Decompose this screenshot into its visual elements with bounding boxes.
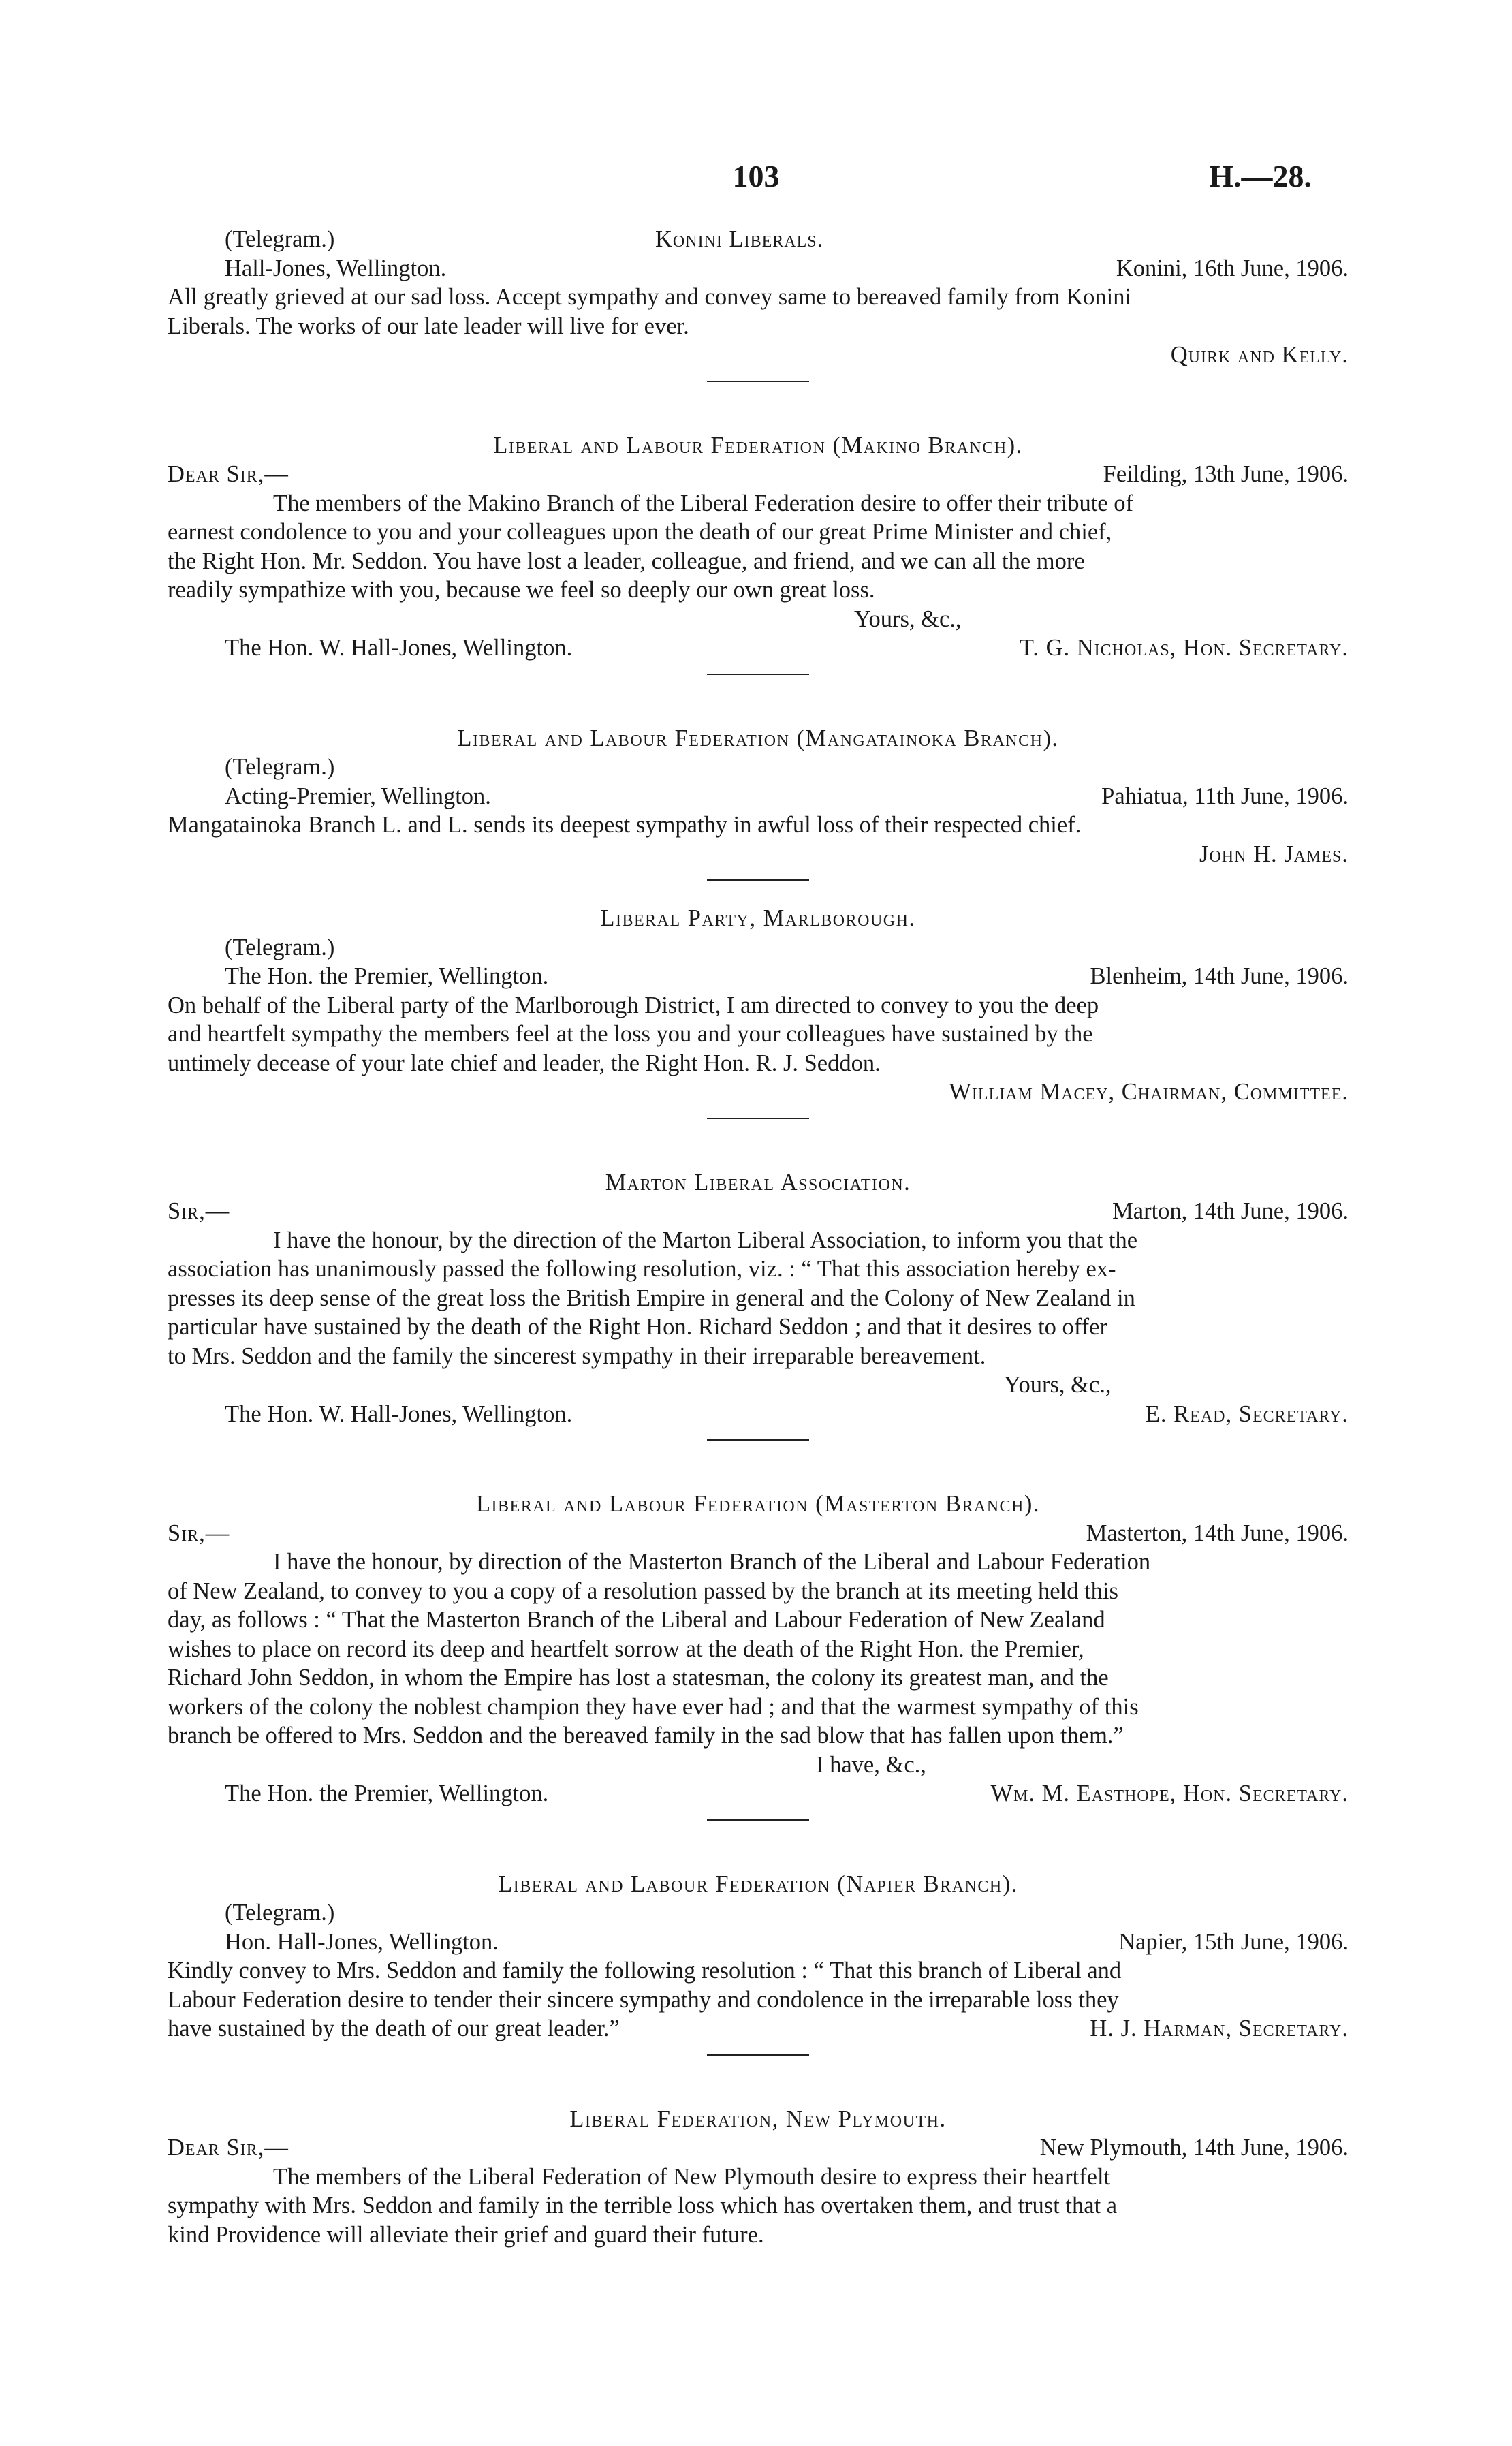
- body-line: Mangatainoka Branch L. and L. sends its deepest sympathy in awful loss of their respected chief.: [168, 812, 1082, 838]
- recipient: Hall-Jones, Wellington.: [225, 255, 447, 281]
- recipient: The Hon. W. Hall-Jones, Wellington.: [225, 1400, 573, 1427]
- letter-heading: Marton Liberal Association.: [605, 1169, 911, 1195]
- body-line: wishes to place on record its deep and heartfelt sorrow at the death of the Right Hon. the Premier,: [168, 1635, 1084, 1662]
- letter-heading: Konini Liberals.: [655, 226, 824, 252]
- place-date: Feilding, 13th June, 1906.: [1103, 461, 1349, 487]
- signatory: William Macey, Chairman, Committee.: [949, 1079, 1349, 1105]
- body-line: have sustained by the death of our great leader.”: [168, 2016, 620, 2041]
- recipient: The Hon. the Premier, Wellington.: [225, 1781, 549, 1806]
- body-line: association has unanimously passed the following resolution, viz. : “ That this association hereby ex-: [168, 1256, 1116, 1282]
- document-reference: H.—28.: [1209, 159, 1312, 193]
- telegram-label: (Telegram.): [225, 1900, 335, 1926]
- letter-makino: [168, 431, 1349, 663]
- closing: I have, &c.,: [816, 1751, 926, 1778]
- salutation: Dear Sir,—: [168, 461, 289, 487]
- body-line: untimely decease of your late chief and leader, the Right Hon. R. J. Seddon.: [168, 1050, 881, 1076]
- place-date: Konini, 16th June, 1906.: [1116, 255, 1349, 281]
- signatory: Quirk and Kelly.: [1170, 342, 1349, 368]
- section-divider: [707, 381, 809, 382]
- telegram-label: (Telegram.): [225, 934, 335, 960]
- body-line: I have the honour, by direction of the Masterton Branch of the Liberal and Labour Federation: [273, 1549, 1151, 1575]
- salutation: Dear Sir,—: [168, 2135, 289, 2161]
- place-date: Masterton, 14th June, 1906.: [1086, 1520, 1349, 1546]
- signatory: H. J. Harman, Secretary.: [1090, 2016, 1349, 2041]
- body-line: particular have sustained by the death of the Right Hon. Richard Seddon ; and that it desires to offer: [168, 1314, 1107, 1340]
- body-line: of New Zealand, to convey to you a copy of a resolution passed by the branch at its meeting held this: [168, 1578, 1118, 1604]
- letter-marlborough: [168, 904, 1349, 1107]
- letter-new-plymouth: [168, 2105, 1349, 2250]
- body-line: Kindly convey to Mrs. Seddon and family the following resolution : “ That this branch of Liberal and: [168, 1958, 1122, 1984]
- body-line: and heartfelt sympathy the members feel at the loss you and your colleagues have sustained by the: [168, 1021, 1093, 1047]
- page-body: [168, 225, 1349, 2249]
- body-line: The members of the Liberal Federation of New Plymouth desire to express their heartfelt: [273, 2163, 1111, 2190]
- body-line: sympathy with Mrs. Seddon and family in the terrible loss which has overtaken them, and trust that a: [168, 2193, 1118, 2218]
- letter-heading: Liberal and Labour Federation (Napier Branch).: [498, 1870, 1018, 1897]
- salutation: Sir,—: [168, 1198, 230, 1224]
- body-line: The members of the Makino Branch of the Liberal Federation desire to offer their tribute of: [273, 490, 1133, 516]
- place-date: Blenheim, 14th June, 1906.: [1090, 963, 1349, 989]
- signatory: John H. James.: [1199, 841, 1349, 867]
- signatory: E. Read, Secretary.: [1145, 1400, 1349, 1427]
- body-line: readily sympathize with you, because we feel so deeply our own great loss.: [168, 577, 875, 603]
- body-line: On behalf of the Liberal party of the Marlborough District, I am directed to convey to you the deep: [168, 992, 1099, 1018]
- letter-mangatainoka: [168, 724, 1349, 869]
- body-line: earnest condolence to you and your colleagues upon the death of our great Prime Minister and chief,: [168, 519, 1112, 545]
- body-line: the Right Hon. Mr. Seddon. You have lost a leader, colleague, and friend, and we can all the more: [168, 548, 1085, 574]
- body-line: Labour Federation desire to tender their sincere sympathy and condolence in the irreparable loss they: [168, 1986, 1119, 2013]
- telegram-label: (Telegram.): [225, 754, 335, 780]
- body-line: workers of the colony the noblest champion they have ever had ; and that the warmest sympathy of this: [168, 1693, 1139, 1720]
- letter-heading: Liberal Party, Marlborough.: [600, 905, 916, 931]
- section-divider: [707, 2054, 809, 2056]
- letter-marton: [168, 1168, 1349, 1429]
- place-date: New Plymouth, 14th June, 1906.: [1039, 2135, 1349, 2161]
- signatory: Wm. M. Easthope, Hon. Secretary.: [990, 1781, 1349, 1806]
- telegram-label: (Telegram.): [225, 226, 335, 252]
- recipient: Acting-Premier, Wellington.: [225, 783, 491, 809]
- letter-heading: Liberal and Labour Federation (Mangatainoka Branch).: [457, 725, 1059, 751]
- recipient: Hon. Hall-Jones, Wellington.: [225, 1928, 499, 1955]
- letter-heading: Liberal and Labour Federation (Masterton Branch).: [475, 1491, 1041, 1517]
- letter-masterton: [168, 1490, 1349, 1808]
- page-number: 103: [732, 159, 780, 193]
- body-line: to Mrs. Seddon and the family the sincerest sympathy in their irreparable bereavement.: [168, 1343, 986, 1369]
- page-header: [0, 158, 1512, 199]
- place-date: Marton, 14th June, 1906.: [1112, 1198, 1349, 1224]
- body-line: branch be offered to Mrs. Seddon and the bereaved family in the sad blow that has fallen upon them.”: [168, 1723, 1124, 1749]
- section-divider: [707, 674, 809, 675]
- letter-konini: [168, 225, 1349, 370]
- closing: Yours, &c.,: [854, 606, 962, 632]
- place-date: Pahiatua, 11th June, 1906.: [1101, 783, 1349, 809]
- body-line: Richard John Seddon, in whom the Empire has lost a statesman, the colony its greatest man, and the: [168, 1665, 1109, 1691]
- section-divider: [707, 1819, 809, 1821]
- body-line: All greatly grieved at our sad loss. Accept sympathy and convey same to bereaved family from Konini: [168, 284, 1132, 310]
- section-divider: [707, 1118, 809, 1119]
- section-divider: [707, 879, 809, 881]
- section-divider: [707, 1439, 809, 1441]
- place-date: Napier, 15th June, 1906.: [1118, 1928, 1349, 1955]
- body-line: kind Providence will alleviate their grief and guard their future.: [168, 2221, 764, 2248]
- signatory: T. G. Nicholas, Hon. Secretary.: [1019, 635, 1349, 661]
- body-line: day, as follows : “ That the Masterton Branch of the Liberal and Labour Federation of New Zealand: [168, 1607, 1105, 1633]
- recipient: The Hon. W. Hall-Jones, Wellington.: [225, 635, 573, 661]
- closing: Yours, &c.,: [1004, 1372, 1112, 1398]
- salutation: Sir,—: [168, 1520, 230, 1546]
- recipient: The Hon. the Premier, Wellington.: [225, 963, 549, 989]
- letter-heading: Liberal and Labour Federation (Makino Branch).: [493, 432, 1023, 458]
- body-line: I have the honour, by the direction of the Marton Liberal Association, to inform you that the: [273, 1227, 1138, 1253]
- letter-napier: [168, 1870, 1349, 2043]
- body-line: presses its deep sense of the great loss the British Empire in general and the Colony of New Zealand in: [168, 1285, 1135, 1311]
- body-line: Liberals. The works of our late leader will live for ever.: [168, 313, 689, 339]
- letter-heading: Liberal Federation, New Plymouth.: [569, 2105, 947, 2132]
